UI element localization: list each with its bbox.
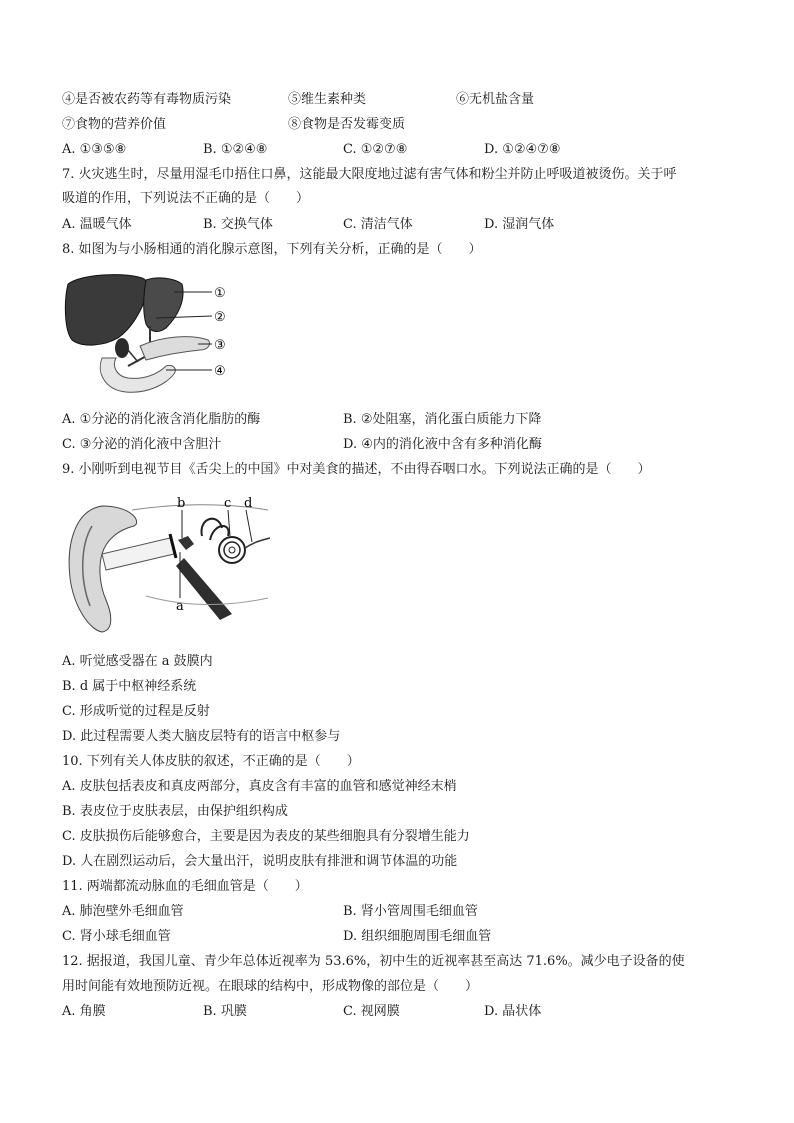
q9-option-a: A. 听觉感受器在 a 鼓膜内 bbox=[62, 654, 213, 669]
q8-option-a: A. ①分泌的消化液含消化脂肪的酶 bbox=[62, 412, 261, 427]
q11-option-b: B. 肾小管周围毛细血管 bbox=[343, 904, 478, 919]
q8-option-b: B. ②处阻塞，消化蛋白质能力下降 bbox=[343, 412, 542, 427]
q6-item-5: ⑤维生素种类 bbox=[288, 92, 367, 107]
q6-option-b: B. ①②④⑧ bbox=[203, 142, 268, 157]
q12-option-b: B. 巩膜 bbox=[203, 1004, 247, 1019]
bile-duct-label: ② bbox=[214, 310, 226, 325]
q6-option-d: D. ①②④⑦⑧ bbox=[484, 142, 561, 157]
liver-label: ① bbox=[214, 286, 226, 301]
q10-stem: 10. 下列有关人体皮肤的叙述，不正确的是（ ） bbox=[62, 754, 360, 769]
q11-option-a: A. 肺泡壁外毛细血管 bbox=[62, 904, 184, 919]
q10-option-c: C. 皮肤损伤后能够愈合，主要是因为表皮的某些细胞具有分裂增生能力 bbox=[62, 829, 470, 844]
q9-option-d: D. 此过程需要人类大脑皮层特有的语言中枢参与 bbox=[62, 729, 341, 744]
q12-option-d: D. 晶状体 bbox=[484, 1004, 542, 1019]
q7-option-d: D. 湿润气体 bbox=[484, 217, 555, 232]
label-b: b bbox=[177, 496, 186, 511]
q10-option-a: A. 皮肤包括表皮和真皮两部分，真皮含有丰富的血管和感觉神经末梢 bbox=[62, 779, 457, 794]
q7-option-a: A. 温暖气体 bbox=[62, 217, 132, 232]
label-c: c bbox=[224, 496, 232, 511]
q11-stem: 11. 两端都流动脉血的毛细血管是（ ） bbox=[62, 879, 308, 894]
pancreas-label: ③ bbox=[214, 338, 226, 353]
digestive-gland-figure bbox=[62, 270, 242, 400]
q7-stem-line2: 吸道的作用，下列说法不正确的是（ ） bbox=[62, 191, 310, 206]
q9-stem: 9. 小刚听到电视节目《舌尖上的中国》中对美食的描述，不由得吞咽口水。下列说法正确的是（ ） bbox=[62, 462, 651, 477]
q12-stem-line2: 用时间能有效地预防近视。在眼球的结构中，形成物像的部位是（ ） bbox=[62, 979, 479, 994]
q8-stem: 8. 如图为与小肠相通的消化腺示意图，下列有关分析，正确的是（ ） bbox=[62, 242, 482, 257]
label-a: a bbox=[176, 599, 184, 614]
q8-option-c: C. ③分泌的消化液中含胆汁 bbox=[62, 437, 222, 452]
q6-item-4: ④是否被农药等有毒物质污染 bbox=[62, 92, 232, 107]
q6-option-c: C. ①②⑦⑧ bbox=[343, 142, 408, 157]
q11-option-d: D. 组织细胞周围毛细血管 bbox=[343, 929, 492, 944]
q7-stem-line1: 7. 火灾逃生时，尽量用湿毛巾捂住口鼻，这能最大限度地过滤有害气体和粉尘并防止呼吸道被烫伤。关于呼 bbox=[62, 167, 677, 182]
q12-option-c: C. 视网膜 bbox=[343, 1004, 400, 1019]
q9-option-b: B. d 属于中枢神经系统 bbox=[62, 679, 197, 694]
q11-option-c: C. 肾小球毛细血管 bbox=[62, 929, 171, 944]
q12-stem-line1: 12. 据报道，我国儿童、青少年总体近视率为 53.6%，初中生的近视率甚至高达 71.6%。减少电子设备的使 bbox=[62, 954, 685, 969]
q7-option-c: C. 清洁气体 bbox=[343, 217, 413, 232]
q6-option-a: A. ①③⑤⑧ bbox=[62, 142, 127, 157]
q7-option-b: B. 交换气体 bbox=[203, 217, 273, 232]
q6-item-8: ⑧食物是否发霉变质 bbox=[288, 117, 406, 132]
q6-item-6: ⑥无机盐含量 bbox=[456, 92, 535, 107]
q8-option-d: D. ④内的消化液中含有多种消化酶 bbox=[343, 437, 542, 452]
q9-option-c: C. 形成听觉的过程是反射 bbox=[62, 704, 210, 719]
duodenum-label: ④ bbox=[214, 364, 226, 379]
ear-structure-figure bbox=[62, 496, 272, 636]
q10-option-d: D. 人在剧烈运动后，会大量出汗，说明皮肤有排泄和调节体温的功能 bbox=[62, 854, 458, 869]
label-d: d bbox=[244, 496, 253, 511]
q12-option-a: A. 角膜 bbox=[62, 1004, 106, 1019]
q10-option-b: B. 表皮位于皮肤表层，由保护组织构成 bbox=[62, 804, 288, 819]
q6-item-7: ⑦食物的营养价值 bbox=[62, 117, 167, 132]
